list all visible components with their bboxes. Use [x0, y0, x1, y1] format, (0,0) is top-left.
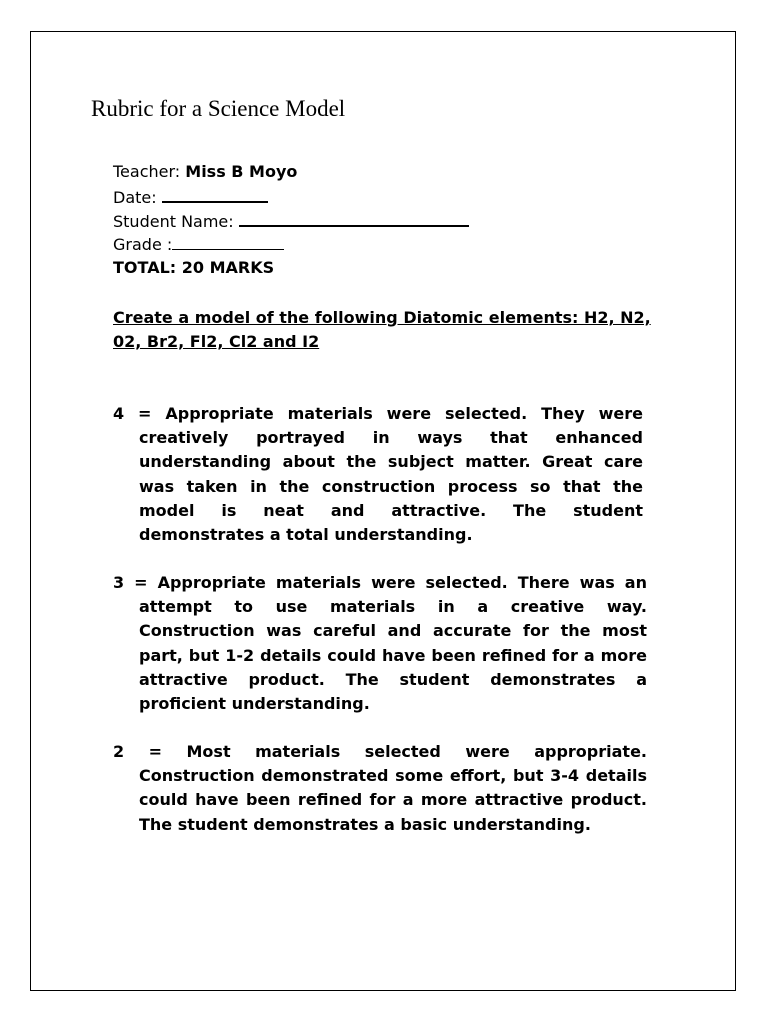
date-blank-line: [162, 184, 268, 203]
header-info: [113, 160, 469, 280]
grade-row: [113, 232, 469, 256]
date-row: [113, 184, 469, 208]
student-name-row: [113, 208, 469, 232]
task-instruction: Create a model of the following Diatomic elements: H2, N2, 02, Br2, Fl2, Cl2 and I2: [113, 308, 651, 351]
student-name-label: Student Name:: [113, 212, 239, 231]
criterion-4: 4 = Appropriate materials were selected. They were creatively portrayed in ways that enhanced understanding about the subject matter. Great care was taken in the construction process so that the model is neat and attractive. The student demonstrates a total understanding.: [113, 404, 643, 545]
total-marks: TOTAL: 20 MARKS: [113, 258, 275, 277]
document-page: [30, 31, 736, 991]
criterion-3: 3 = Appropriate materials were selected. There was an attempt to use materials in a creative way. Construction was careful and accurate for the most part, but 1-2 details could have been refined for a more attractive product. The student demonstrates a proficient understanding.: [113, 573, 647, 714]
criterion-2: 2 = Most materials selected were appropriate. Construction demonstrated some effort, but 3-4 details could have been refined for a more attractive product. The student demonstrates a basic understanding.: [113, 742, 647, 834]
teacher-row: [113, 160, 469, 184]
document-title: Rubric for a Science Model: [91, 96, 346, 121]
date-label: Date:: [113, 188, 162, 207]
teacher-name: Miss B Moyo: [185, 162, 298, 181]
grade-label: Grade :: [113, 235, 173, 254]
teacher-label: Teacher:: [113, 162, 186, 181]
student-name-blank-line: [239, 208, 469, 227]
grade-blank-line: [172, 232, 284, 250]
